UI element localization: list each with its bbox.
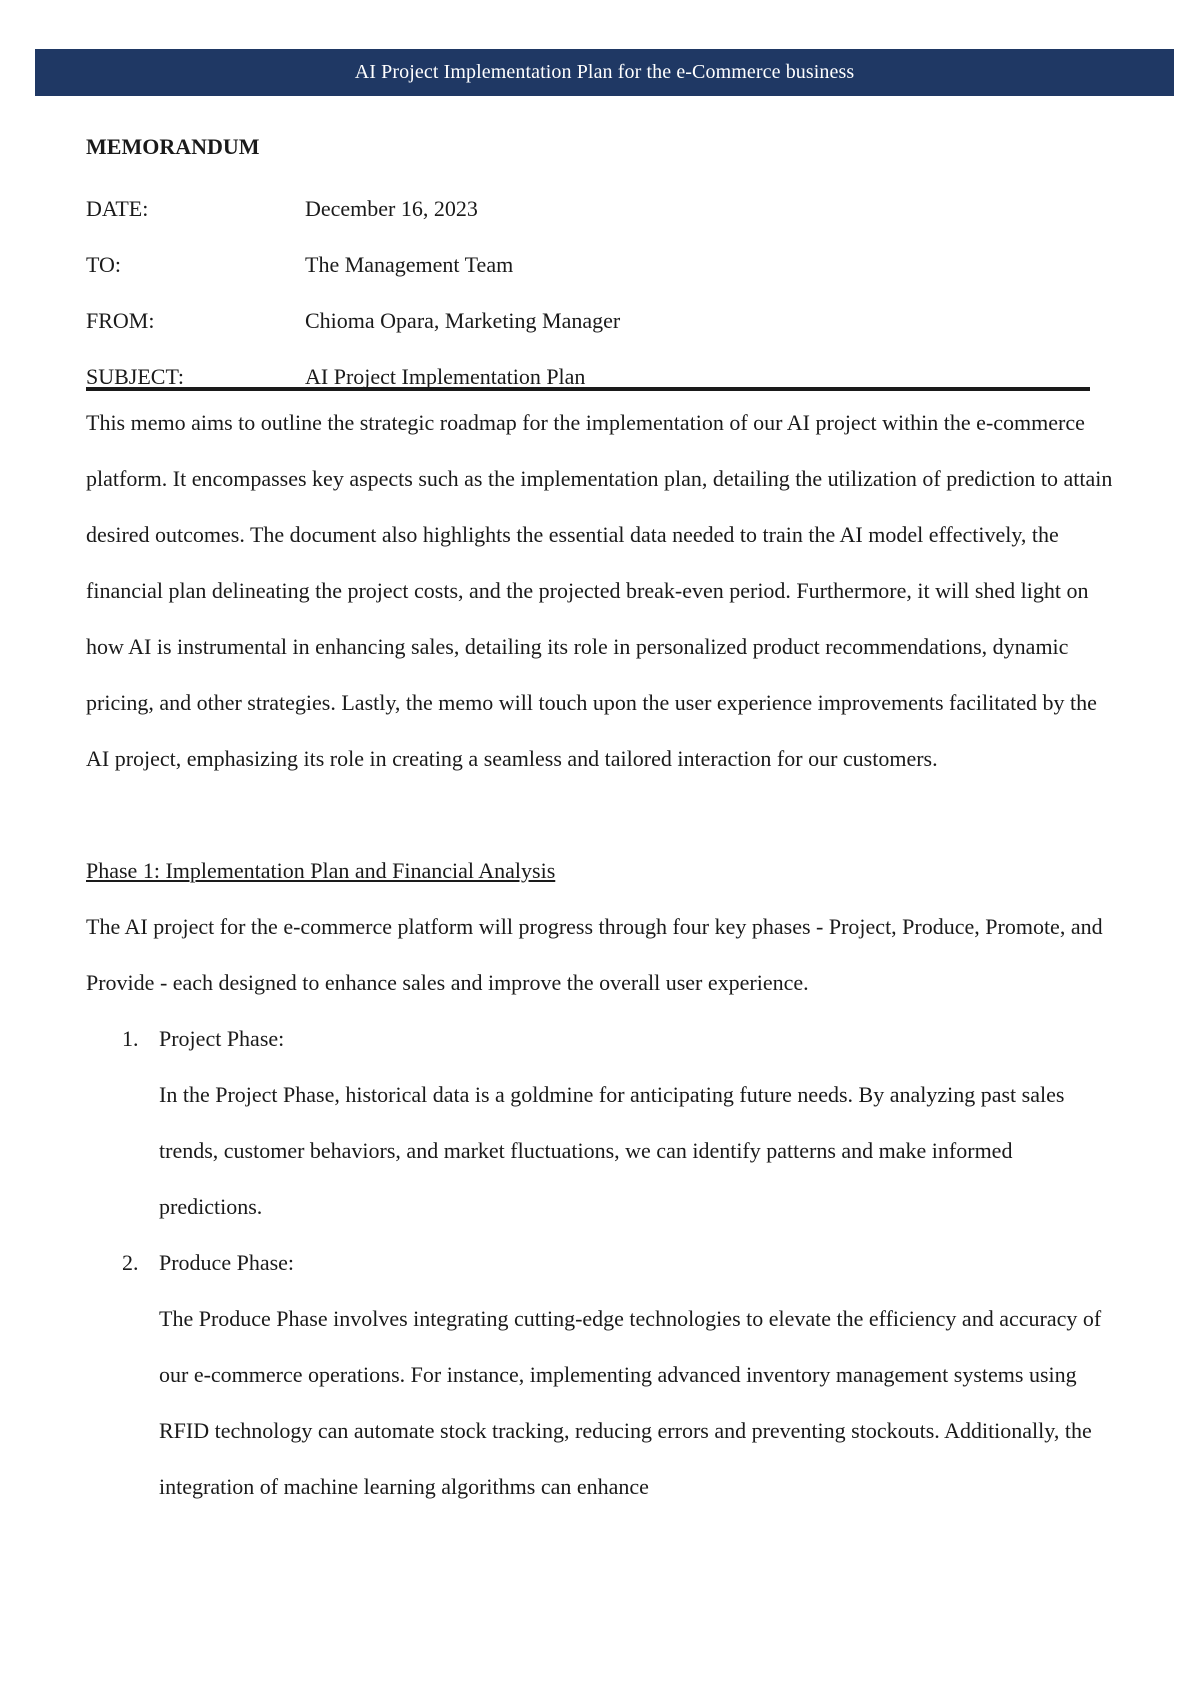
section-heading-phase-1: Phase 1: Implementation Plan and Financial Analysis xyxy=(86,858,556,883)
memo-heading: MEMORANDUM xyxy=(86,134,260,159)
memo-to-row xyxy=(86,237,1116,293)
memo-from-value: Chioma Opara, Marketing Manager xyxy=(305,308,621,333)
phase-number: 1. xyxy=(122,1026,139,1051)
phase-title: Produce Phase: xyxy=(159,1250,295,1275)
phase-number: 2. xyxy=(122,1250,139,1275)
phase-body: In the Project Phase, historical data is a goldmine for anticipating future needs. By analyzing past sales trends, customer behaviors, and market fluctuations, we can identify patterns and make informed predictions. xyxy=(159,1082,1065,1219)
section-intro-paragraph: The AI project for the e-commerce platform will progress through four key phases - Project, Produce, Promote, and Provide - each designed to enhance sales and improve the overall user experience. xyxy=(86,914,1103,995)
memo-to-value: The Management Team xyxy=(305,252,514,277)
memo-subject-label: SUBJECT: xyxy=(86,364,184,389)
list-item xyxy=(86,1235,1116,1515)
memo-date-label: DATE: xyxy=(86,196,149,221)
document-header-bar xyxy=(35,49,1174,96)
phase-list xyxy=(86,1011,1116,1515)
memo-subject-row xyxy=(86,349,1090,391)
memo-intro-paragraph: This memo aims to outline the strategic roadmap for the implementation of our AI project within the e-commerce platform. It encompasses key aspects such as the implementation plan, detailing the utilization of prediction to attain desired outcomes. The document also highlights the essential data needed to train the AI model effectively, the financial plan delineating the project costs, and the projected break-even period. Furthermore, it will shed light on how AI is instrumental in enhancing sales, detailing its role in personalized product recommendations, dynamic pricing, and other strategies. Lastly, the memo will touch upon the user experience improvements facilitated by the AI project, emphasizing its role in creating a seamless and tailored interaction for our customers. xyxy=(86,410,1113,771)
memo-to-label: TO: xyxy=(86,252,122,277)
phase-title: Project Phase: xyxy=(159,1026,285,1051)
document-header-title: AI Project Implementation Plan for the e-Commerce business xyxy=(354,61,855,83)
memo-date-row xyxy=(86,181,1116,237)
phase-body: The Produce Phase involves integrating cutting-edge technologies to elevate the efficiency and accuracy of our e-commerce operations. For instance, implementing advanced inventory management systems using RFID technology can automate stock tracking, reducing errors and preventing stockouts. Additionally, the integration of machine learning algorithms can enhance xyxy=(159,1306,1102,1499)
memo-from-label: FROM: xyxy=(86,308,155,333)
memo-from-row xyxy=(86,293,1116,349)
memo-subject-value: AI Project Implementation Plan xyxy=(305,364,586,389)
list-item xyxy=(86,1011,1116,1235)
document-body xyxy=(86,125,1116,1515)
memo-date-value: December 16, 2023 xyxy=(305,196,478,221)
